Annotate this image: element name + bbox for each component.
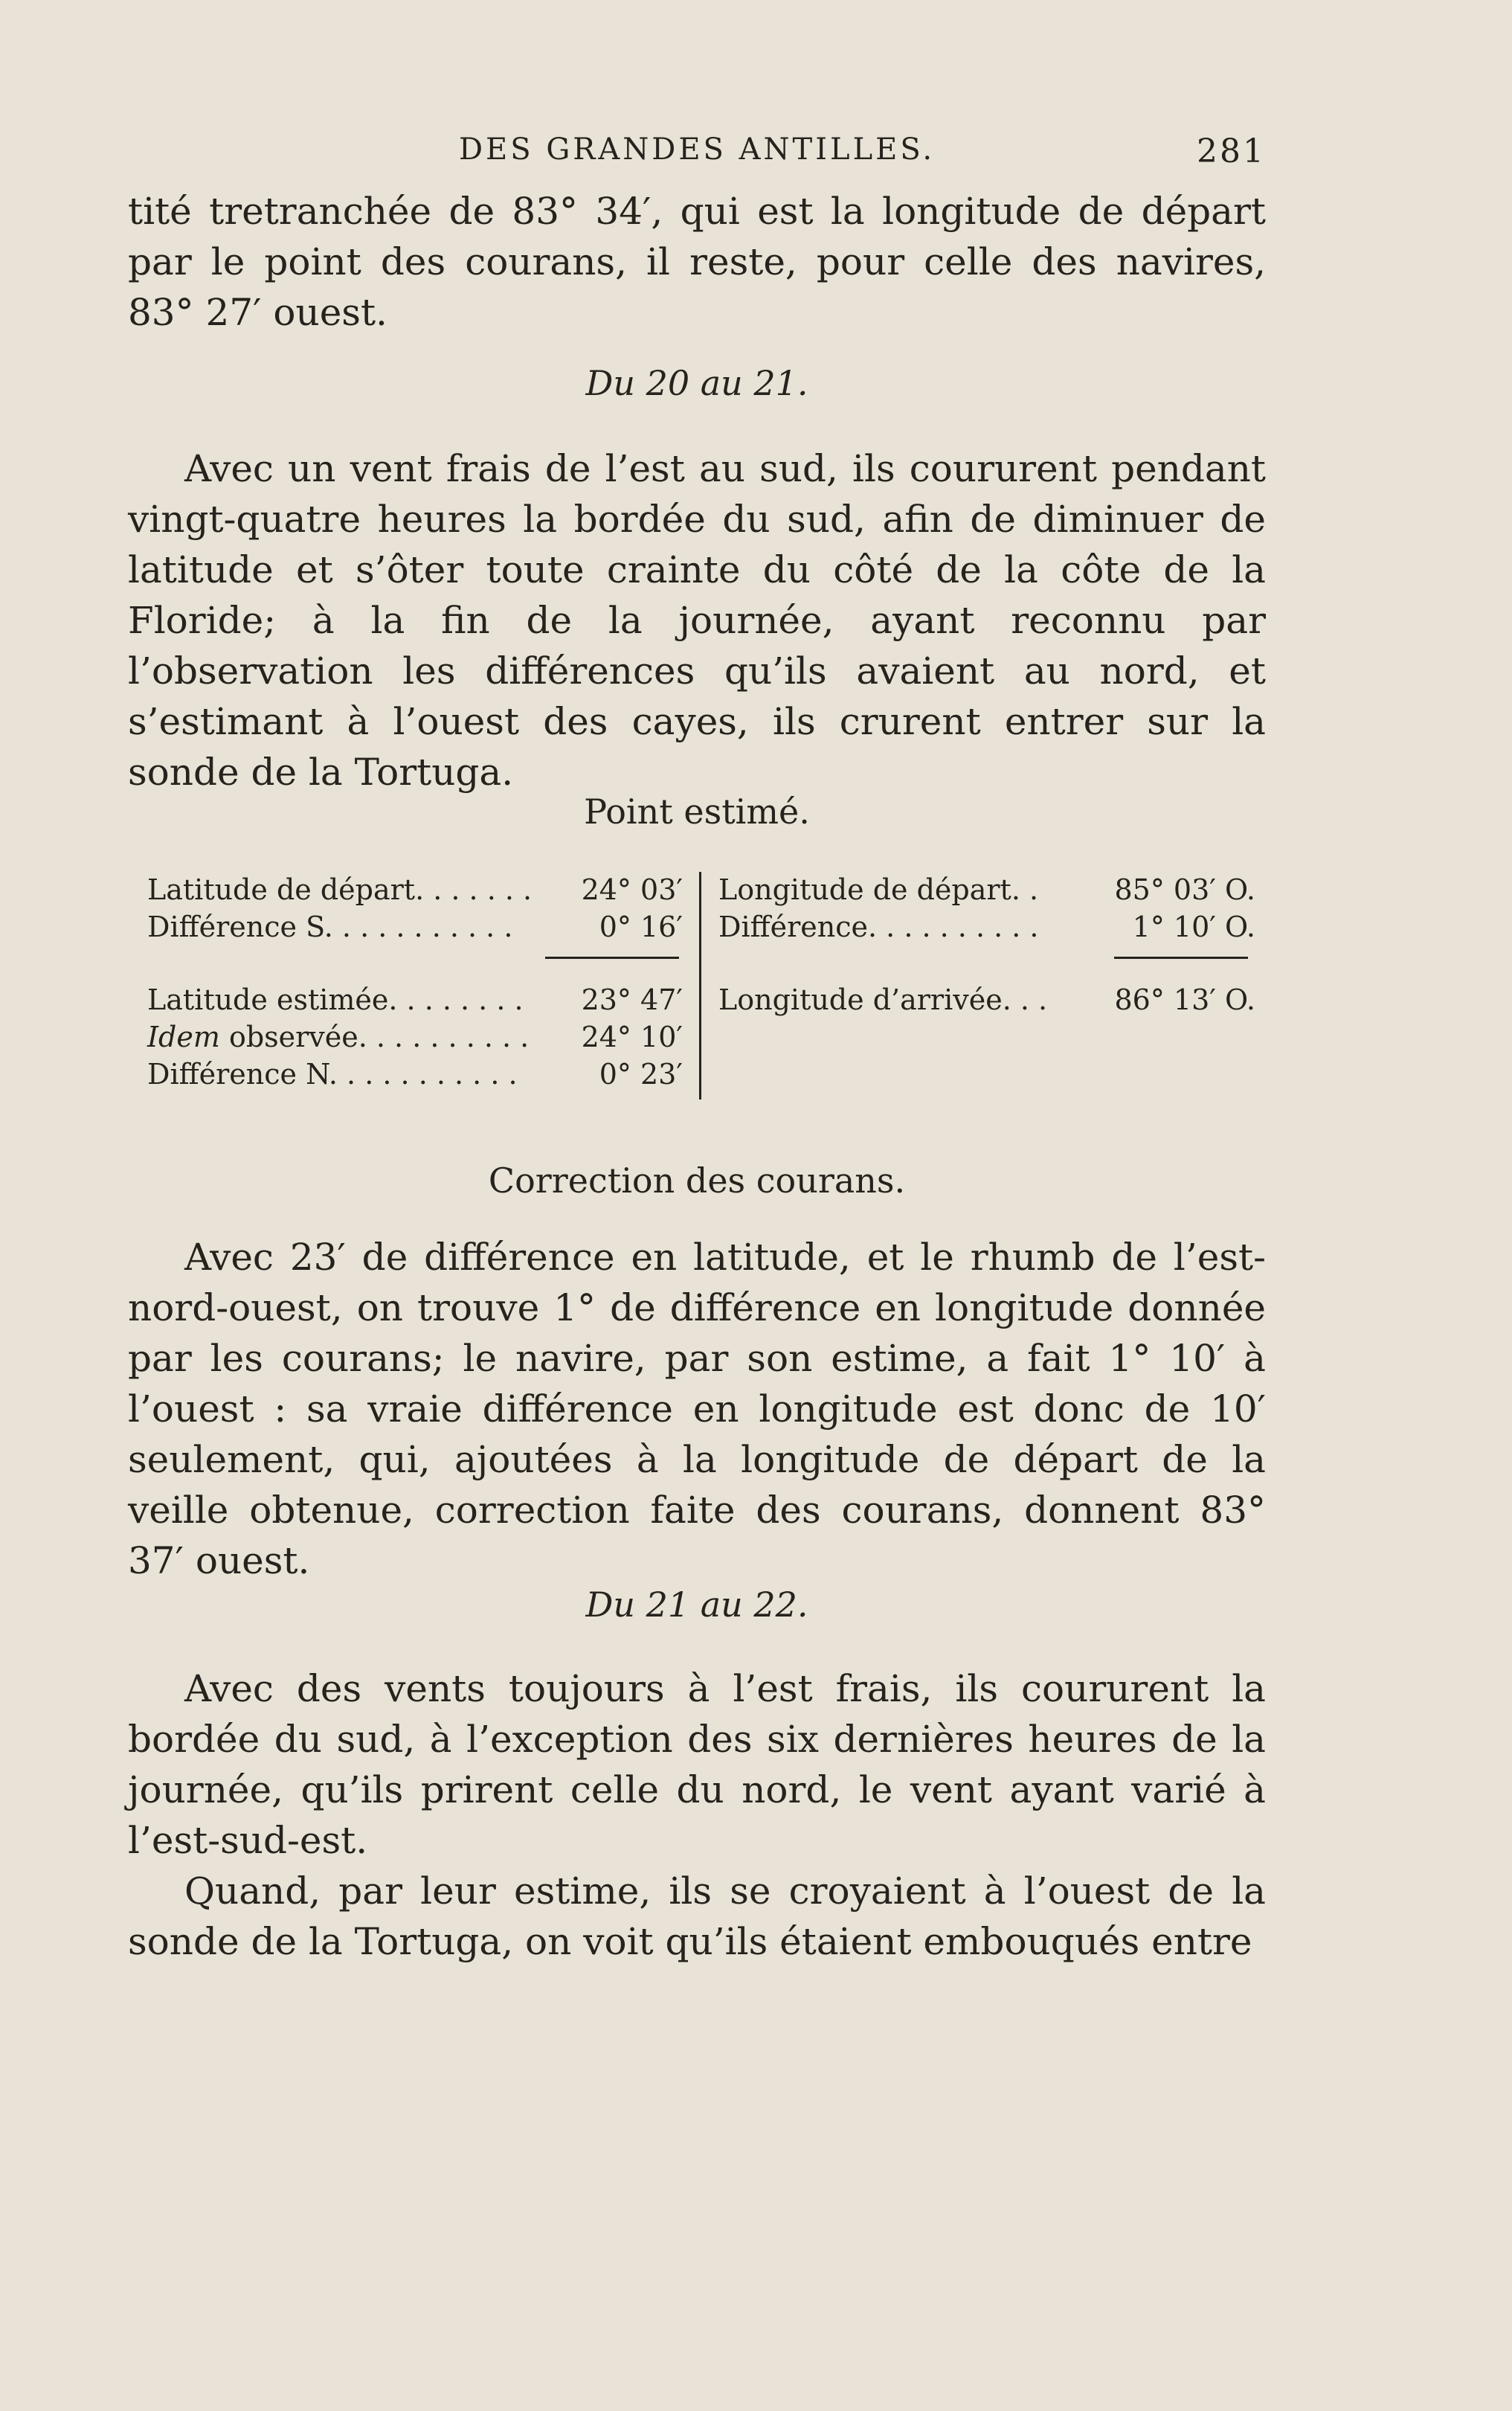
point-estime-heading: Point estimé.	[584, 792, 810, 832]
correction-paragraph: Avec 23′ de différence en latitude, et le rhumb de l’est-nord-ouest, on trouve 1° de différence en longitude donnée par les courans; le navire, par son estime, a fait 1° 10′ à l’ouest : sa vraie différence en longitude est donc de 10′ seulement, qui, ajoutées à la longitude de départ de la veille obtenue, correction faite des courans, donnent 83° 37′ ouest.	[128, 1236, 1266, 1582]
section-heading-21-22: Du 21 au 22.	[585, 1585, 808, 1625]
point-estime-table: Latitude de départ. . . . . . . 24° 03′ Différence S. . . . . . . . . . . 0° 16′ Latitude estimée. . . . . . . . 23° 47′ Idem observée. . . . . . . . . . 24° 10′ Différence N. . . . . . . . . . . 0° 23′ Longitude de départ. . 85° 03′ O. Différence. . . . . . . . . . 1° 10′ O. Longitude d’arrivée. . . 86° 13′ O.	[147, 863, 1255, 1101]
section-heading-20-21: Du 20 au 21.	[585, 363, 808, 403]
sum-rule	[545, 957, 679, 959]
page-number: 281	[1197, 132, 1266, 170]
page-header	[128, 132, 1266, 177]
intro-paragraph: tité tretranchée de 83° 34′, qui est la longitude de départ par le point des courans, il reste, pour celle des navires, 83° 27′ ouest.	[128, 190, 1266, 334]
column-divider	[699, 872, 701, 1099]
section1-paragraph: Avec un vent frais de l’est au sud, ils coururent pendant vingt-quatre heures la bordée du sud, afin de diminuer de latitude et s’ôter toute crainte du côté de la côte de la Floride; à la fin de la journée, ayant reconnu par l’observation les différences qu’ils avaient au nord, et s’estimant à l’ouest des cayes, ils crurent entrer sur la sonde de la Tortuga.	[128, 447, 1266, 794]
correction-heading: Correction des courans.	[488, 1160, 906, 1201]
section2-paragraphs: Avec des vents toujours à l’est frais, ils coururent la bordée du sud, à l’exception des six dernières heures de la journée, qu’ils prirent celle du nord, le vent ayant varié à l’est-sud-est. Quand, par leur estime, ils se croyaient à l’ouest de la sonde de la Tortuga, on voit qu’ils étaient embouqués entre	[128, 1667, 1266, 1963]
running-head: DES GRANDES ANTILLES.	[458, 132, 936, 167]
sum-rule	[1114, 957, 1248, 959]
